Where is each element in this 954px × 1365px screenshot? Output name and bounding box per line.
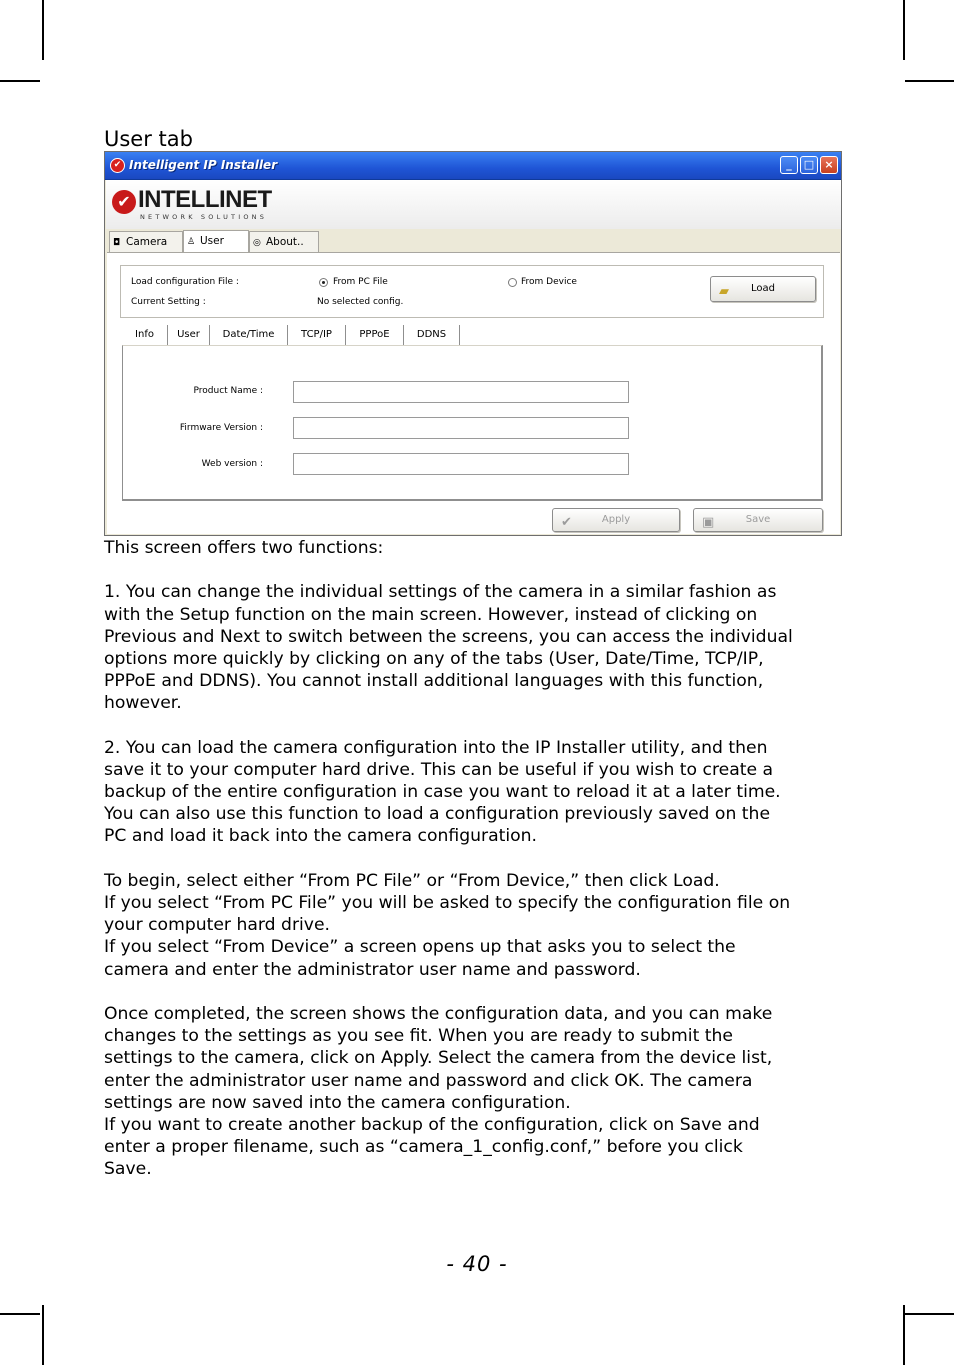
apply-button[interactable]: [552, 508, 680, 532]
tab-camera[interactable]: [109, 231, 183, 252]
tab-tcp-ip[interactable]: TCP/IP: [288, 325, 346, 345]
body-text-line: PPPoE and DDNS). You cannot install additional languages with this function,: [104, 671, 764, 692]
user-icon: ♙: [187, 237, 196, 247]
body-text: [104, 537, 849, 1180]
crop-mark: [42, 1305, 44, 1365]
body-text-line: however.: [104, 693, 182, 714]
body-text-line: If you want to create another backup of the configuration, click on Save and: [104, 1114, 760, 1135]
tab-user-settings[interactable]: User: [168, 325, 210, 345]
body-text-line: This screen offers two functions:: [104, 538, 384, 558]
body-text-line: Once completed, the screen shows the configuration data, and you can make: [104, 1003, 773, 1024]
body-text-line: [104, 981, 849, 1003]
info-panel: [122, 345, 823, 501]
body-text-line: backup of the entire configuration in case you want to reload it at a later time.: [104, 782, 781, 803]
close-button[interactable]: ×: [820, 156, 838, 174]
crop-mark: [0, 80, 40, 82]
tab-label: User: [200, 235, 224, 247]
body-text-line: enter a proper filename, such as “camera_1_config.conf,” before you click: [104, 1137, 743, 1158]
body-text-line: If you select “From Device” a screen opens up that asks you to select the: [104, 937, 736, 958]
body-text-line: 1. You can change the individual settings of the camera in a similar fashion as: [104, 582, 777, 603]
body-text-line: To begin, select either “From PC File” or “From Device,” then click Load.: [104, 870, 720, 891]
body-text-line: with the Setup function on the main screen. However, instead of clicking on: [104, 604, 758, 625]
camera-icon: ◘: [113, 238, 121, 248]
tab-info[interactable]: Info: [122, 325, 168, 345]
save-button[interactable]: [693, 508, 823, 532]
app-icon: ✔: [110, 158, 125, 173]
body-text-line: Save.: [104, 1159, 152, 1180]
from-pc-file-label[interactable]: From PC File: [333, 277, 388, 287]
crop-mark: [903, 0, 905, 60]
product-name-label: Product Name :: [193, 386, 263, 396]
body-text-line: Previous and Next to switch between the screens, you can access the individual: [104, 626, 793, 647]
crop-mark: [905, 1313, 954, 1315]
body-text-line: your computer hard drive.: [104, 915, 330, 936]
page-number: - 40 -: [446, 1252, 508, 1276]
window-title: Intelligent IP Installer: [129, 158, 278, 172]
load-button[interactable]: [710, 276, 816, 302]
maximize-button[interactable]: □: [800, 156, 818, 174]
current-setting-value: No selected config.: [317, 297, 404, 307]
user-tab-panel: [107, 252, 840, 534]
tab-label: About..: [266, 236, 304, 248]
tab-date-time[interactable]: Date/Time: [210, 325, 288, 345]
intellinet-logo-icon: ✔: [112, 190, 136, 214]
body-text-line: settings are now saved into the camera configuration.: [104, 1092, 571, 1113]
load-config-group: [120, 265, 824, 318]
body-text-line: options more quickly by clicking on any of the tabs (User, Date/Time, TCP/IP,: [104, 648, 764, 669]
current-setting-label: Current Setting :: [131, 297, 206, 307]
web-version-label: Web version :: [201, 459, 263, 469]
body-text-line: If you select “From PC File” you will be asked to specify the configuration file on: [104, 893, 791, 913]
disk-icon: ▣: [702, 515, 715, 530]
from-pc-file-radio[interactable]: [319, 278, 328, 287]
web-version-field[interactable]: [293, 453, 629, 475]
check-icon: ✔: [561, 515, 572, 530]
logo-tagline: NETWORK SOLUTIONS: [140, 213, 268, 221]
tab-user[interactable]: [183, 230, 249, 253]
body-text-line: camera and enter the administrator user name and password.: [104, 959, 641, 980]
firmware-version-label: Firmware Version :: [179, 423, 263, 433]
save-button-label: Save: [745, 514, 771, 525]
crop-mark: [905, 80, 954, 82]
body-text-line: changes to the settings as you see fit. When you are ready to submit the: [104, 1026, 733, 1047]
installer-window-screenshot: [104, 151, 842, 536]
load-config-label: Load configuration File :: [131, 277, 239, 287]
tab-about[interactable]: [249, 231, 319, 252]
tab-pppoe[interactable]: PPPoE: [346, 325, 404, 345]
from-device-radio[interactable]: [508, 278, 517, 287]
body-text-line: settings to the camera, click on Apply. Select the camera from the device list,: [104, 1048, 773, 1069]
body-text-line: enter the administrator user name and password and click OK. The camera: [104, 1070, 753, 1091]
info-icon: ◎: [253, 238, 261, 248]
title-bar: [105, 152, 841, 180]
product-name-field[interactable]: [293, 381, 629, 403]
crop-mark: [42, 0, 44, 60]
folder-icon: ▰: [719, 284, 729, 299]
body-text-line: PC and load it back into the camera configuration.: [104, 826, 538, 847]
body-text-line: [104, 848, 849, 870]
firmware-version-field[interactable]: [293, 417, 629, 439]
section-title: User tab: [104, 127, 193, 151]
from-device-label[interactable]: From Device: [521, 277, 577, 287]
body-text-line: [104, 559, 849, 581]
body-text-line: [104, 715, 849, 737]
body-text-line: You can also use this function to load a configuration previously saved on the: [104, 804, 771, 825]
minimize-button[interactable]: _: [780, 156, 798, 174]
apply-button-label: Apply: [601, 514, 631, 525]
logo-banner: [106, 180, 841, 229]
crop-mark: [0, 1313, 40, 1315]
main-tab-strip: [106, 231, 841, 253]
tab-label: Camera: [126, 236, 168, 248]
body-text-line: 2. You can load the camera configuration into the IP Installer utility, and then: [104, 737, 768, 758]
tab-ddns[interactable]: DDNS: [404, 325, 460, 345]
settings-tab-strip: [122, 325, 827, 345]
load-button-label: Load: [751, 283, 775, 294]
body-text-line: save it to your computer hard drive. This can be useful if you wish to create a: [104, 759, 774, 780]
logo-name: INTELLINET: [138, 186, 272, 213]
